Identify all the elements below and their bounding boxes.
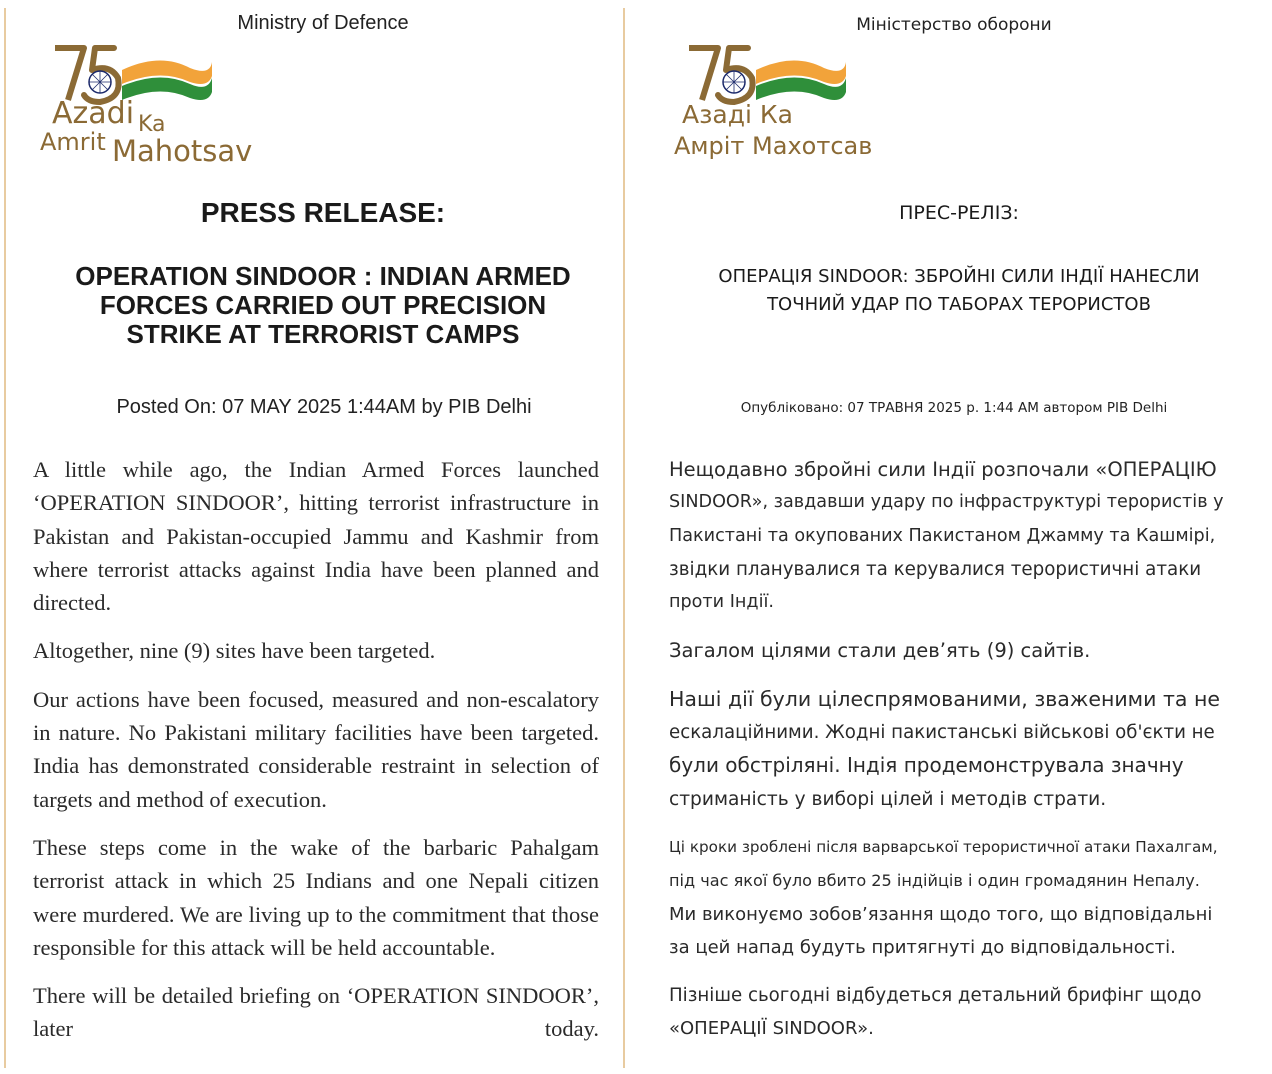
body-line: були обстріляні. Індія продемонструвала значну bbox=[669, 753, 1184, 778]
press-release-title: ПРЕС-РЕЛІЗ: bbox=[899, 202, 1019, 224]
ukrainian-body bbox=[669, 453, 1235, 1061]
logo-azadi-text: Azadi bbox=[52, 96, 135, 131]
press-release-title: PRESS RELEASE: bbox=[200, 197, 446, 228]
body-paragraph: A little while ago, the Indian Armed Forces launched ‘OPERATION SINDOOR’, hitting terrorist infrastructure in Pakistan and Pakistan-occupied Jammu and Kashmir from where terrorist attacks against India have been planned and directed. bbox=[33, 457, 599, 616]
press-release-headline bbox=[646, 263, 1272, 319]
body-line: стриманість у виборі цілей і методів страти. bbox=[669, 788, 1107, 810]
azadi-ka-amrit-mahotsav-logo bbox=[674, 42, 894, 172]
body-paragraph bbox=[669, 634, 1235, 667]
body-line: Нещодавно збройні сили Індії розпочали «ОПЕРАЦІЮ bbox=[669, 458, 1217, 481]
ministry-name: Міністерство оборони bbox=[856, 15, 1052, 35]
page-border-left bbox=[4, 8, 6, 1068]
body-paragraph: Our actions have been focused, measured and non-escalatory in nature. No Pakistani military facilities have been targeted. India has demonstrated considerable restraint in selection of targets and method of execution. bbox=[33, 686, 599, 812]
page-border-mid-left bbox=[623, 8, 625, 1068]
logo-ka-text: Ka bbox=[138, 112, 166, 137]
headline-line: STRIKE AT TERRORIST CAMPS bbox=[126, 319, 520, 349]
body-paragraph bbox=[669, 979, 1235, 1046]
body-paragraph: Altogether, nine (9) sites have been targeted. bbox=[33, 638, 436, 664]
logo-azadi-ka-text: Азаді Ка bbox=[682, 100, 793, 129]
body-paragraph bbox=[669, 453, 1235, 619]
logo-amrit-mahotsav-text: Амріт Махотсав bbox=[674, 132, 873, 160]
azadi-ka-amrit-mahotsav-logo bbox=[40, 40, 260, 170]
press-release-headline bbox=[30, 262, 616, 349]
body-line: за цей напад будуть притягнуті до відповідальності. bbox=[669, 936, 1176, 958]
logo-amrit-text: Amrit bbox=[40, 128, 106, 156]
headline-line: ТОЧНИЙ УДАР ПО ТАБОРАХ ТЕРОРИСТОВ bbox=[767, 294, 1151, 315]
body-paragraph bbox=[669, 831, 1235, 964]
body-line: Загалом цілями стали дев’ять (9) сайтів. bbox=[669, 639, 1091, 663]
body-line: Пізніше сьогодні відбудеться детальний брифінг щодо bbox=[669, 985, 1202, 1007]
body-line: звідки планувалися та керувалися терористичні атаки bbox=[669, 558, 1202, 580]
headline-line: FORCES CARRIED OUT PRECISION bbox=[99, 290, 547, 320]
body-paragraph: There will be detailed briefing on ‘OPERATION SINDOOR’, later today. bbox=[33, 983, 599, 1042]
english-body bbox=[33, 453, 599, 1061]
body-line: ескалаційними. Жодні пакистанські військові об'єкти не bbox=[669, 722, 1215, 744]
body-line: SINDOOR», завдавши удару по інфраструктурі терористів у bbox=[669, 492, 1224, 513]
body-paragraph bbox=[669, 683, 1235, 816]
ministry-name: Ministry of Defence bbox=[237, 12, 409, 34]
headline-line: ОПЕРАЦІЯ SINDOOR: ЗБРОЙНІ СИЛИ ІНДІЇ НАНЕСЛИ bbox=[718, 266, 1200, 287]
body-line: Пакистані та окупованих Пакистаном Джамму та Кашмірі, bbox=[669, 525, 1216, 546]
body-line: під час якої було вбито 25 індійців і один громадянин Непалу. bbox=[669, 871, 1200, 891]
body-line: «ОПЕРАЦІЇ SINDOOR». bbox=[669, 1018, 874, 1040]
headline-line: OPERATION SINDOOR : INDIAN ARMED bbox=[75, 261, 571, 291]
body-paragraph: These steps come in the wake of the barbaric Pahalgam terrorist attack in which 25 Indians and one Nepali citizen were murdered. We are living up to the commitment that those responsible for this attack will be held accountable. bbox=[33, 834, 599, 960]
posted-date: Posted On: 07 MAY 2025 1:44AM by PIB Delhi bbox=[116, 396, 532, 418]
body-line: Наші дії були цілеспрямованими, зваженими та не bbox=[669, 686, 1221, 711]
body-line: Ми виконуємо зобов’язання щодо того, що відповідальні bbox=[669, 903, 1213, 925]
body-line: проти Індії. bbox=[669, 592, 774, 613]
posted-date: Опубліковано: 07 ТРАВНЯ 2025 р. 1:44 AM автором PIB Delhi bbox=[740, 400, 1168, 416]
body-line: Ці кроки зроблені після варварської терористичної атаки Пахалгам, bbox=[669, 837, 1218, 856]
logo-mahotsav-text: Mahotsav bbox=[112, 134, 253, 168]
